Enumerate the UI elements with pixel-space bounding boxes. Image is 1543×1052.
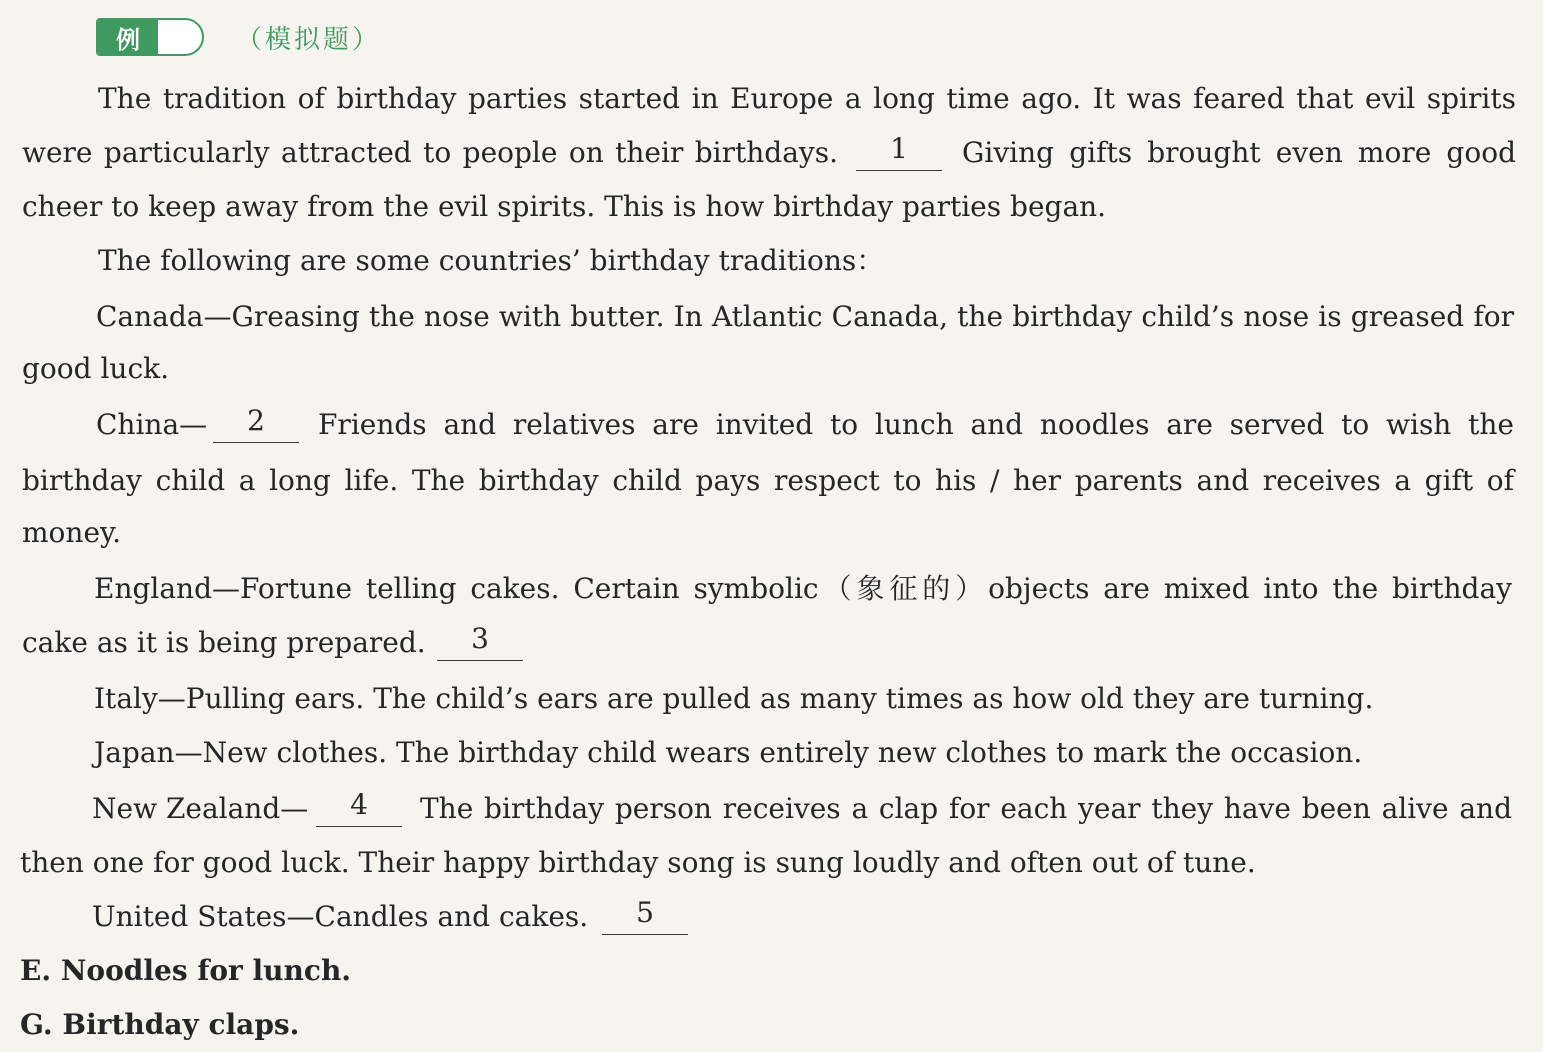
line-text: New Zealand— [92,792,309,825]
line-text: The following are some countries’ birthday traditions： [98,244,885,277]
line-text: The tradition of birthday parties started in Europe a long time ago. It was feared that evil spirits [98,82,1516,115]
line-text: cheer to keep away from the evil spirits. This is how birthday parties began. [22,190,1107,223]
line-text: then one for good luck. Their happy birthday song is sung loudly and often out of tune. [20,846,1256,879]
answer-option [0,944,1543,998]
line-text: cake as it is being prepared. [22,626,426,659]
example-tag-label: 例 [98,20,158,54]
line-text: Giving gifts brought even more good [962,136,1516,169]
passage-line [0,506,1543,560]
passage-line [0,454,1543,508]
passage-line [0,726,1543,780]
answer-option [0,998,1543,1052]
blank-5[interactable]: 5 [602,890,688,935]
blank-1[interactable]: 1 [856,126,942,171]
passage-line [0,672,1543,726]
passage-line [0,72,1543,126]
passage-line [0,836,1543,890]
line-text: Friends and relatives are invited to lunch and noodles are served to wish the [318,408,1514,441]
option-text: E. Noodles for lunch. [20,954,352,987]
blank-3[interactable]: 3 [437,616,523,661]
passage-line [0,342,1543,396]
source-label: （模拟题） [236,24,382,55]
passage-line [0,890,1543,944]
blank-2[interactable]: 2 [213,398,299,443]
line-text: The birthday person receives a clap for each year they have been alive and [420,792,1512,825]
passage-line [0,562,1543,616]
line-text: Italy—Pulling ears. The child’s ears are pulled as many times as how old they are turning. [94,682,1374,715]
passage-line [0,126,1543,180]
line-text: China— [96,408,208,441]
passage-line [0,398,1543,452]
line-text: were particularly attracted to people on their birthdays. [22,136,838,169]
line-text: Canada—Greasing the nose with butter. In Atlantic Canada, the birthday child’s nose is greased for [96,300,1514,333]
line-text: good luck. [22,352,169,385]
line-text: birthday child a long life. The birthday child pays respect to his / her parents and receives a gift of [22,464,1514,497]
example-tag [96,18,204,56]
passage-line [0,616,1543,670]
passage-line [0,180,1543,234]
line-text: Japan—New clothes. The birthday child wears entirely new clothes to mark the occasion. [94,736,1363,769]
example-header [96,16,381,58]
line-text: United States—Candles and cakes. [92,900,589,933]
passage-line [0,782,1543,836]
blank-4[interactable]: 4 [316,782,402,827]
passage-line [0,234,1543,288]
line-text: money. [22,516,122,549]
passage-line [0,290,1543,344]
option-text: G. Birthday claps. [20,1008,300,1041]
line-text: England—Fortune telling cakes. Certain symbolic（象征的）objects are mixed into the birthday [94,572,1512,605]
